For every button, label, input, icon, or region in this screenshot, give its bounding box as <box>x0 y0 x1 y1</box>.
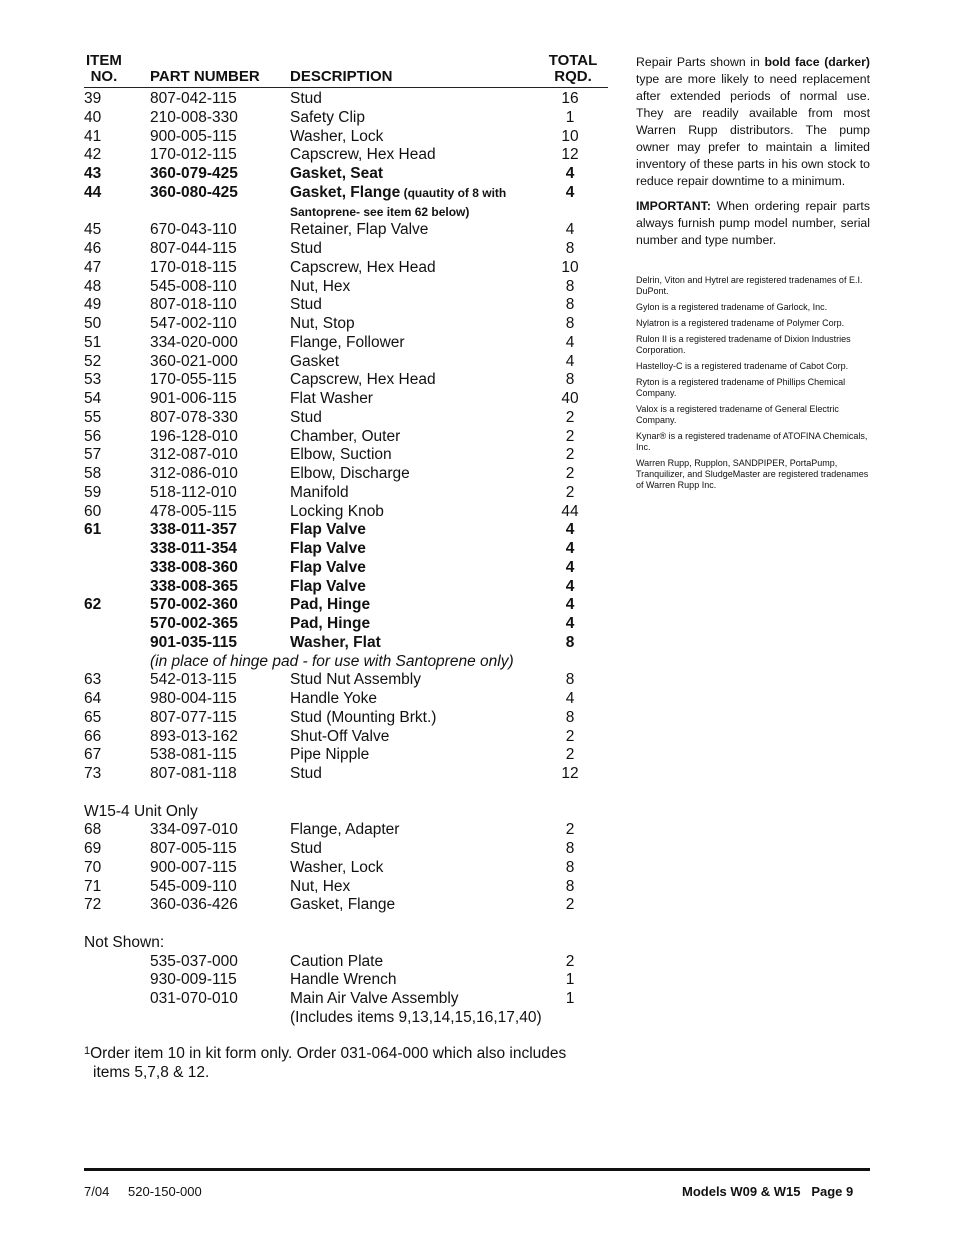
description: Washer, Flat <box>290 633 381 651</box>
part-number: 360-079-425 <box>150 165 238 182</box>
quantity: 16 <box>561 90 579 107</box>
item-number: 50 <box>84 315 102 332</box>
item-number: 39 <box>84 90 102 107</box>
table-row <box>0 390 620 409</box>
important-label: IMPORTANT: <box>636 199 711 213</box>
table-row <box>0 184 620 203</box>
description: Elbow, Discharge <box>290 465 410 482</box>
table-row <box>0 784 620 803</box>
description: Flange, Adapter <box>290 821 400 839</box>
table-row <box>0 578 620 597</box>
table-row <box>0 540 620 559</box>
quantity: 4 <box>565 183 575 201</box>
item-number: 45 <box>84 221 102 239</box>
table-row <box>0 484 620 503</box>
item-number: 68 <box>84 821 102 839</box>
quantity: 2 <box>565 746 575 764</box>
item-number: 66 <box>84 727 102 745</box>
table-row <box>0 746 620 765</box>
table-row <box>0 990 620 1009</box>
quantity: 8 <box>565 277 575 295</box>
table-row <box>0 465 620 484</box>
header-part-number: PART NUMBER <box>150 68 260 85</box>
description: Main Air Valve Assembly <box>290 990 459 1007</box>
quantity: 40 <box>561 390 579 407</box>
part-number: 170-012-115 <box>150 146 237 164</box>
part-number: 196-128-010 <box>150 427 238 445</box>
description: Stud <box>290 840 322 857</box>
table-row <box>0 296 620 315</box>
table-row <box>0 915 620 934</box>
part-number: 545-009-110 <box>150 877 237 895</box>
table-row <box>0 896 620 915</box>
part-number: 170-018-115 <box>150 258 237 276</box>
table-row <box>0 221 620 240</box>
footer-models-text: Models W09 & W15 <box>682 1184 801 1199</box>
footer-date: 7/04 <box>84 1184 110 1199</box>
description: Nut, Hex <box>290 277 351 295</box>
description: Shut-Off Valve <box>290 727 390 745</box>
part-number: 807-081-118 <box>150 765 237 782</box>
part-number: 980-004-115 <box>150 690 237 707</box>
description: Stud <box>290 90 322 107</box>
description: Flange, Follower <box>290 333 405 351</box>
header-description: DESCRIPTION <box>290 68 393 85</box>
quantity: 8 <box>565 671 575 689</box>
quantity: 4 <box>565 521 575 539</box>
part-number: 807-005-115 <box>150 840 237 857</box>
important-note <box>636 198 870 249</box>
trademark-item: Nylatron is a registered tradename of Polymer Corp. <box>636 318 845 328</box>
table-row <box>0 653 620 672</box>
item-number: 59 <box>84 483 102 501</box>
trademark-item: Gylon is a registered tradename of Garlock, Inc. <box>636 302 828 312</box>
item-number: 65 <box>84 708 102 726</box>
quantity: 44 <box>561 502 579 520</box>
trademark-item: Valox is a registered tradename of General Electric Company. <box>636 404 839 425</box>
part-number: 670-043-110 <box>150 221 237 239</box>
table-row <box>0 690 620 709</box>
part-number: 807-077-115 <box>150 708 237 726</box>
item-number: 54 <box>84 390 102 407</box>
item-number: 49 <box>84 296 102 314</box>
quantity: 2 <box>565 408 575 426</box>
description: Flap Valve <box>290 558 366 576</box>
description: Stud Nut Assembly <box>290 671 421 689</box>
footer-models <box>682 1184 853 1199</box>
row-note: (in place of hinge pad - for use with Santoprene only) <box>150 652 514 670</box>
part-number: 547-002-110 <box>150 315 237 332</box>
part-number: 334-020-000 <box>150 333 238 351</box>
description: Caution Plate <box>290 952 384 970</box>
description: Stud <box>290 296 322 314</box>
quantity: 8 <box>565 708 575 726</box>
header-total <box>544 53 602 85</box>
important-text: When ordering repair parts always furnish pump model number, serial number and type number. <box>636 199 870 247</box>
part-number: 901-006-115 <box>150 390 237 407</box>
part-number: 570-002-365 <box>150 615 238 632</box>
item-number: 41 <box>84 127 102 145</box>
description: Pipe Nipple <box>290 746 370 764</box>
table-row <box>0 428 620 447</box>
quantity: 10 <box>561 258 579 276</box>
item-number: 46 <box>84 240 102 257</box>
quantity: 12 <box>561 765 579 782</box>
description: Capscrew, Hex Head <box>290 146 436 164</box>
item-number: 58 <box>84 465 102 482</box>
trademark-item: Ryton is a registered tradename of Phillips Chemical Company. <box>636 377 846 398</box>
part-number: 535-037-000 <box>150 952 238 970</box>
quantity: 8 <box>565 877 575 895</box>
description: Stud (Mounting Brkt.) <box>290 708 437 726</box>
description: Locking Knob <box>290 502 384 520</box>
item-number: 44 <box>84 183 102 201</box>
description: Stud <box>290 240 322 257</box>
quantity: 2 <box>565 483 575 501</box>
table-row <box>0 934 620 953</box>
table-row <box>0 971 620 990</box>
repair-note-text-a: Repair Parts shown in <box>636 55 765 69</box>
item-number: 52 <box>84 352 102 370</box>
description: Gasket, Flange <box>290 896 396 914</box>
header-rule <box>84 87 608 88</box>
table-row <box>0 615 620 634</box>
description: Nut, Hex <box>290 877 351 895</box>
part-number: 538-081-115 <box>150 746 237 764</box>
row-note: Santoprene- see item 62 below) <box>290 204 470 219</box>
header-item-line2: NO. <box>90 68 118 85</box>
quantity: 8 <box>565 840 575 857</box>
table-row <box>0 803 620 822</box>
quantity: 8 <box>565 858 575 876</box>
table-row <box>0 503 620 522</box>
section-label: Not Shown: <box>84 933 165 951</box>
quantity: 4 <box>565 596 575 614</box>
description: Gasket, Seat <box>290 165 384 182</box>
description: Pad, Hinge <box>290 615 371 632</box>
item-number: 61 <box>84 521 102 539</box>
item-number: 62 <box>84 596 102 614</box>
item-number: 72 <box>84 896 102 914</box>
trademark-item: Rulon II is a registered tradename of Dixion Industries Corporation. <box>636 334 851 355</box>
repair-parts-note <box>636 54 870 190</box>
item-number: 56 <box>84 427 102 445</box>
trademark-item: Hastelloy-C is a registered tradename of Cabot Corp. <box>636 361 849 371</box>
footnote-marker: 1 <box>84 1045 91 1057</box>
description: Flap Valve <box>290 521 366 539</box>
table-row <box>0 278 620 297</box>
table-row <box>0 671 620 690</box>
trademark-item: Delrin, Viton and Hytrel are registered tradenames of E.I. DuPont. <box>636 275 863 296</box>
part-number: 031-070-010 <box>150 990 238 1007</box>
footnote-line2-block <box>93 1063 209 1082</box>
part-number: 542-013-115 <box>150 671 237 689</box>
part-number: 478-005-115 <box>150 502 237 520</box>
quantity: 4 <box>565 615 575 632</box>
part-number: 545-008-110 <box>150 277 237 295</box>
table-row <box>0 765 620 784</box>
part-number: 360-036-426 <box>150 896 238 914</box>
footer-doc-number: 520-150-000 <box>128 1184 202 1199</box>
table-row <box>0 1009 620 1028</box>
description: Capscrew, Hex Head <box>290 258 436 276</box>
table-row <box>0 353 620 372</box>
header-item <box>86 53 122 85</box>
quantity: 12 <box>561 146 579 164</box>
part-number: 360-080-425 <box>150 183 238 201</box>
table-row <box>0 859 620 878</box>
description: Stud <box>290 408 322 426</box>
part-number: 334-097-010 <box>150 821 238 839</box>
quantity: 8 <box>565 315 575 332</box>
quantity: 8 <box>565 371 575 389</box>
table-row <box>0 259 620 278</box>
part-number: 170-055-115 <box>150 371 237 389</box>
repair-note-text-b: type are more likely to need replacement after extended periods of normal use. They are readily available from most Warren Rupp distributors. The pump owner may prefer to maintain a limited inventory of these parts in his own stock to reduce repair downtime to a minimum. <box>636 72 870 188</box>
parts-list <box>0 90 620 1028</box>
table-row <box>0 559 620 578</box>
description: Flap Valve <box>290 577 366 595</box>
description: Capscrew, Hex Head <box>290 371 436 389</box>
table-row <box>0 840 620 859</box>
footer-page: Page 9 <box>811 1184 854 1199</box>
table-row <box>0 128 620 147</box>
description-wrap <box>290 184 506 203</box>
description: Manifold <box>290 483 349 501</box>
quantity: 1 <box>565 971 575 989</box>
header-total-line2: RQD. <box>554 68 592 85</box>
description: Pad, Hinge <box>290 596 371 614</box>
item-number: 60 <box>84 502 102 520</box>
table-row <box>0 90 620 109</box>
item-number: 70 <box>84 858 102 876</box>
table-row <box>0 165 620 184</box>
item-number: 51 <box>84 333 102 351</box>
description: (Includes items 9,13,14,15,16,17,40) <box>290 1008 542 1026</box>
part-number: 518-112-010 <box>150 483 237 501</box>
description: Elbow, Suction <box>290 446 392 464</box>
trademark-notes <box>636 275 870 496</box>
table-row <box>0 203 620 222</box>
description: Flat Washer <box>290 390 373 407</box>
table-row <box>0 334 620 353</box>
item-number: 40 <box>84 108 102 126</box>
table-row <box>0 709 620 728</box>
table-row <box>0 240 620 259</box>
part-number: 338-008-365 <box>150 577 238 595</box>
quantity: 2 <box>565 952 575 970</box>
quantity: 2 <box>565 821 575 839</box>
repair-note-bold: bold face (darker) <box>764 55 870 69</box>
description: Gasket, Flange <box>290 183 401 201</box>
part-number: 338-011-354 <box>150 540 238 557</box>
description: Washer, Lock <box>290 858 384 876</box>
quantity: 8 <box>565 240 575 257</box>
item-number: 43 <box>84 165 102 182</box>
part-number: 312-086-010 <box>150 465 238 482</box>
quantity: 4 <box>565 540 575 557</box>
trademark-item: Warren Rupp, Rupplon, SANDPIPER, PortaPump, Tranquilizer, and SludgeMaster are registered tradenames of Warren Rupp Inc. <box>636 458 869 490</box>
footnote-line2: items 5,7,8 & 12. <box>93 1064 210 1081</box>
item-number: 57 <box>84 446 102 464</box>
quantity: 2 <box>565 446 575 464</box>
quantity: 4 <box>565 352 575 370</box>
description: Flap Valve <box>290 540 366 557</box>
item-number: 71 <box>84 877 102 895</box>
description: Gasket <box>290 352 340 370</box>
header-total-line1: TOTAL <box>548 52 598 69</box>
table-row <box>0 953 620 972</box>
quantity: 1 <box>565 990 575 1007</box>
part-number: 210-008-330 <box>150 108 238 126</box>
header-item-line1: ITEM <box>86 52 122 69</box>
part-number: 900-005-115 <box>150 127 237 145</box>
trademark-item: Kynar® is a registered tradename of ATOFINA Chemicals, Inc. <box>636 431 868 452</box>
table-row <box>0 878 620 897</box>
table-row <box>0 634 620 653</box>
quantity: 2 <box>565 727 575 745</box>
item-number: 55 <box>84 408 102 426</box>
item-number: 42 <box>84 146 102 164</box>
table-row <box>0 371 620 390</box>
quantity: 4 <box>565 690 575 707</box>
quantity: 2 <box>565 465 575 482</box>
part-number: 930-009-115 <box>150 971 237 989</box>
description: Nut, Stop <box>290 315 355 332</box>
quantity: 4 <box>565 333 575 351</box>
item-number: 64 <box>84 690 102 707</box>
part-number: 807-042-115 <box>150 90 237 107</box>
description: Safety Clip <box>290 108 365 126</box>
part-number: 900-007-115 <box>150 858 237 876</box>
table-row <box>0 446 620 465</box>
description-note: (quautity of 8 with <box>400 185 507 200</box>
part-number: 893-013-162 <box>150 727 238 745</box>
part-number: 360-021-000 <box>150 352 238 370</box>
table-row <box>0 821 620 840</box>
quantity: 1 <box>565 108 575 126</box>
part-number: 807-044-115 <box>150 240 237 257</box>
quantity: 8 <box>565 296 575 314</box>
description: Handle Wrench <box>290 971 397 989</box>
part-number: 901-035-115 <box>150 633 238 651</box>
table-row <box>0 315 620 334</box>
table-row <box>0 521 620 540</box>
description: Stud <box>290 765 322 782</box>
footnote-line1: Order item 10 in kit form only. Order 031-064-000 which also includes <box>90 1045 567 1062</box>
item-number: 73 <box>84 765 102 782</box>
table-row <box>0 109 620 128</box>
quantity: 2 <box>565 896 575 914</box>
quantity: 8 <box>565 633 575 651</box>
item-number: 63 <box>84 671 102 689</box>
part-number: 807-078-330 <box>150 408 238 426</box>
quantity: 4 <box>565 558 575 576</box>
description: Chamber, Outer <box>290 427 401 445</box>
quantity: 4 <box>565 221 575 239</box>
item-number: 47 <box>84 258 102 276</box>
footnote <box>84 1044 566 1063</box>
part-number: 570-002-360 <box>150 596 238 614</box>
part-number: 338-008-360 <box>150 558 238 576</box>
section-label: W15-4 Unit Only <box>84 802 198 820</box>
item-number: 48 <box>84 277 102 295</box>
item-number: 67 <box>84 746 102 764</box>
table-row <box>0 596 620 615</box>
quantity: 4 <box>565 165 575 182</box>
table-row <box>0 409 620 428</box>
part-number: 312-087-010 <box>150 446 238 464</box>
quantity: 2 <box>565 427 575 445</box>
footer-rule <box>84 1168 870 1171</box>
table-row <box>0 146 620 165</box>
item-number: 69 <box>84 840 102 857</box>
part-number: 807-018-110 <box>150 296 237 314</box>
quantity: 4 <box>565 577 575 595</box>
item-number: 53 <box>84 371 102 389</box>
description: Washer, Lock <box>290 127 384 145</box>
table-row <box>0 728 620 747</box>
quantity: 10 <box>561 127 579 145</box>
part-number: 338-011-357 <box>150 521 238 539</box>
description: Retainer, Flap Valve <box>290 221 429 239</box>
description: Handle Yoke <box>290 690 378 707</box>
